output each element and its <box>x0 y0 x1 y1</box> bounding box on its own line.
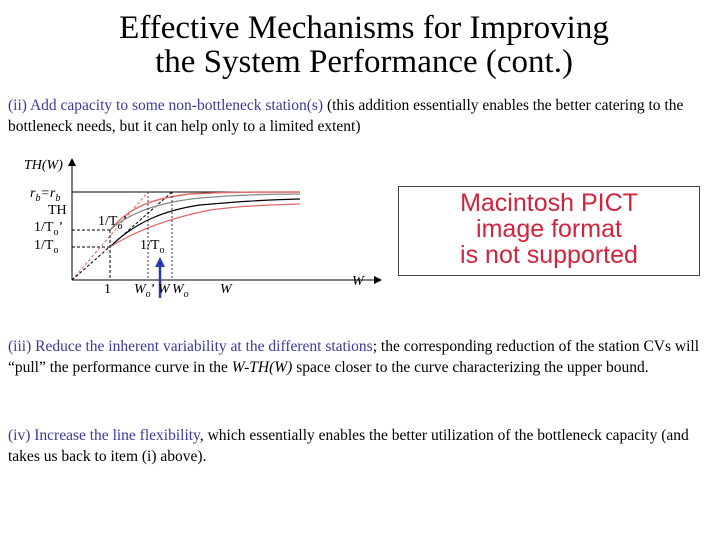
x-axis-label: W <box>352 274 364 289</box>
item-iii-emph: W-TH(W) <box>231 359 293 376</box>
item-iv-label: (iv) Increase the line flexibility <box>8 427 200 444</box>
curve-label-upper: $1/T_o$ <box>140 238 165 256</box>
slide-title-line2: the System Performance (cont.) <box>155 44 573 80</box>
x-label-w-star: W <box>158 282 170 297</box>
th-label: TH <box>48 203 67 218</box>
item-iv-text: , which essentially enables the better utilization of the bottleneck capacity (and takes us back to item (i) above). <box>8 427 689 465</box>
curve-label-upper-prime: $1/T_o$’ <box>98 214 128 232</box>
item-iv-paragraph <box>8 425 708 467</box>
item-ii-paragraph <box>8 95 708 137</box>
x-label-one: 1 <box>104 282 111 297</box>
item-iii-label: (iii) Reduce the inherent variability at the different stations <box>8 338 373 355</box>
placeholder-line2: image format <box>476 215 622 243</box>
item-iii-text: ; the corresponding reduction of the station CVs will “pull” the performance curve in the <box>8 338 700 376</box>
x-label-w-marker: W <box>220 282 232 297</box>
x-label-wo: $W_o$ <box>172 282 189 300</box>
placeholder-line3: is not supported <box>460 241 638 269</box>
y-axis-label: TH(W) <box>24 158 63 173</box>
slide-title-line1: Effective Mechanisms for Improving <box>119 10 609 46</box>
inv-to-label: $1/T_o$ <box>34 238 59 256</box>
item-ii-label: (ii) Add capacity to some non-bottleneck station(s) <box>8 97 324 114</box>
curve-black-lower <box>110 199 300 247</box>
item-iii-tail: space closer to the curve characterizing the upper bound. <box>292 359 649 376</box>
inv-to-prime-label: $1/T_o$’ <box>34 220 64 238</box>
item-iii-paragraph <box>8 336 708 378</box>
unsupported-image-placeholder <box>398 186 700 276</box>
item-ii-text: (this addition essentially enables the better catering to the bottleneck needs, but it can help only to a limited extent) <box>8 97 684 135</box>
rb-label: $r_b=r_b$ <box>30 186 61 204</box>
placeholder-line1: Macintosh PICT <box>460 189 638 217</box>
x-label-wo-prime: $W_o$’ <box>134 282 156 300</box>
